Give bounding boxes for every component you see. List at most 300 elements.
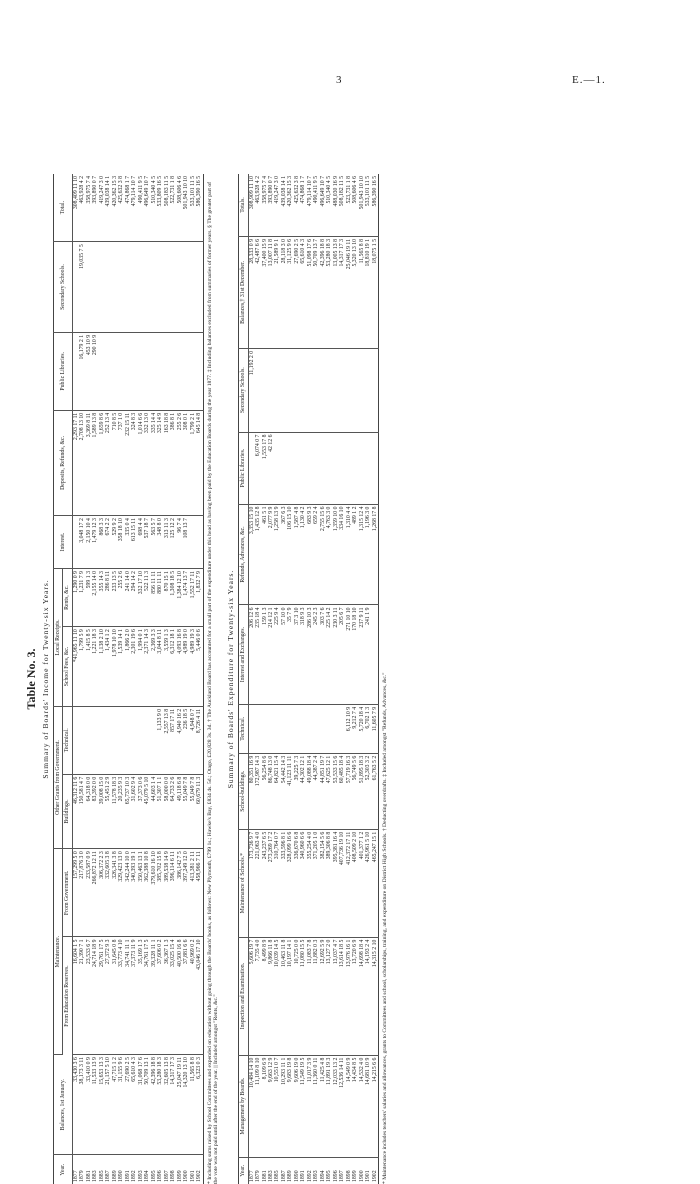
value-cell: 266,872 12 11: [92, 849, 98, 937]
value-cell: 463,928 4 2: [255, 174, 261, 237]
value-cell: 170 18 10: [352, 605, 358, 704]
value-cell: 439,038 14 1: [105, 174, 111, 242]
year-cell: 1890: [118, 1170, 125, 1182]
value-cell: 510,340 4 5: [151, 174, 157, 242]
col-header: Year.: [54, 1155, 73, 1184]
value-cell: 206 12 6: [248, 605, 255, 704]
value-cell: 310,764 0 7: [274, 829, 280, 937]
col-group-header: Maintenance.: [54, 849, 63, 1055]
col-header: Year.: [239, 1157, 248, 1184]
value-cell: 508,606 4 6: [352, 174, 358, 237]
value-cell: 5,720 18 4: [359, 704, 365, 753]
value-cell: 10,484 14 10: [248, 1055, 255, 1157]
value-cell: 710 8 5: [112, 410, 118, 515]
value-cell: 64,821 15 4: [274, 753, 280, 829]
value-cell: 11,565 8 8: [190, 1055, 196, 1155]
value-cell: 245 2 3: [313, 605, 319, 704]
value-cell: 5,446 0 6: [196, 627, 203, 707]
value-cell: 393,890 0 7: [92, 174, 98, 242]
value-cell: 159 1 3: [262, 605, 268, 704]
value-cell: 36,367 1 3: [164, 937, 170, 1055]
value-cell: 420,362 15 3: [287, 174, 293, 237]
value-cell: 11,891 19 3: [326, 1055, 332, 1157]
value-cell: 419,247 3 0: [99, 174, 105, 242]
value-cell: 4,763 3 0: [326, 504, 332, 605]
value-cell: 51,895 18 3: [359, 753, 365, 829]
value-cell: 1,196 3 0: [365, 504, 371, 605]
value-cell: 18,810 19 1: [365, 237, 371, 349]
value-cell: 35,169 1 3: [138, 937, 144, 1055]
value-cell: 13,614 18 5: [339, 937, 345, 1055]
year-cell: 1879: [255, 1170, 262, 1182]
value-cell: 25,046 19 11: [346, 237, 352, 349]
value-cell: [248, 704, 255, 753]
value-cell: 31,645 0 8: [112, 937, 118, 1055]
year-cell: 1902: [196, 1170, 203, 1182]
value-cell: 537 18 7: [144, 516, 150, 569]
value-cell: 46,312 11 6: [72, 774, 79, 848]
value-cell: 408,509 2 10: [352, 829, 358, 937]
value-cell: 56,254 8 6: [262, 753, 268, 829]
value-cell: 1,415 8 5: [86, 627, 92, 707]
value-cell: 13,976 16 1: [346, 937, 352, 1055]
value-cell: 27,690 2 5: [294, 237, 300, 349]
value-cell: 106 15 10: [287, 504, 293, 605]
value-cell: 510,340 4 5: [326, 174, 332, 237]
value-cell: 33,773 4 10: [118, 937, 124, 1055]
value-cell: 10,551 0 7: [274, 1055, 280, 1157]
value-cell: 57,719 16 3: [346, 753, 352, 829]
income-footnotes: * Including sums raised by School Committees and expended on education without going through the Boards' books, as follows: New Plymouth, £799 1s.; Hawke's Bay, £834 4s. 5d.; Otago, £20,828 3s. 3d. † The Auckland Board has accounted for a small part of the expenditure under this head as having been paid by the Education Boards during the year 1877. ‡ Including balances excluded from summaries of former years. § The greater part of the vote was not paid until after the end of the year. || Included amongst "Rents, &c.": [206, 181, 220, 1184]
value-cell: 35 7 9: [287, 605, 293, 704]
value-cell: 12,536 14 11: [339, 1055, 345, 1157]
value-cell: [72, 332, 79, 410]
value-cell: 379,610 16 10: [151, 849, 157, 937]
value-cell: 333,596 8 1: [281, 829, 287, 937]
value-cell: 659 2 4: [313, 504, 319, 605]
year-cell: 1889: [287, 1170, 294, 1182]
value-cell: 1,589 13 8: [92, 410, 98, 515]
value-cell: 318 9 3: [300, 605, 306, 704]
table-row: [196, 174, 203, 1184]
value-cell: 3,044 8 11: [157, 627, 163, 707]
value-cell: 205 6 7: [339, 605, 345, 704]
year-cell: 1885: [98, 1170, 105, 1182]
value-cell: 41,123 11 11: [287, 753, 293, 829]
value-cell: 9,606 19 0: [294, 1055, 300, 1157]
value-cell: 38,173 3 11: [79, 1055, 85, 1155]
value-cell: 11,109 8 10: [255, 1055, 261, 1157]
col-header: Secondary Schools.: [239, 348, 248, 432]
col-header: Interest and Exchanges.: [239, 605, 248, 704]
value-cell: 235 18 4: [255, 605, 261, 704]
value-cell: 233 13 5: [112, 569, 118, 627]
year-cell: 1889: [111, 1170, 118, 1182]
value-cell: 362,388 10 8: [144, 849, 150, 937]
value-cell: 125 12 2: [170, 516, 176, 569]
value-cell: [72, 516, 79, 569]
value-cell: 1,384 12 10: [177, 569, 183, 627]
value-cell: 255 2 6: [118, 569, 124, 627]
value-cell: 488,030 16 9: [333, 174, 339, 237]
value-cell: 55,049 7 8: [190, 774, 196, 848]
value-cell: [72, 242, 79, 333]
value-cell: 21,589 9 1: [274, 237, 280, 349]
value-cell: 10,197 14 1: [287, 937, 293, 1055]
value-cell: 332 17 10: [138, 569, 144, 627]
value-cell: 50,709 13 1: [144, 1055, 150, 1155]
value-cell: 53,533 15 6: [333, 753, 339, 829]
value-cell: 11,083 7 8: [307, 937, 313, 1055]
value-cell: 6,312 18 1: [170, 627, 176, 707]
value-cell: 37,373 11 9: [131, 937, 137, 1055]
value-cell: 1,799 5 9: [79, 627, 85, 707]
value-cell: 237 9 11: [359, 605, 365, 704]
income-table-body: [72, 174, 203, 1184]
value-cell: 27,690 2 5: [125, 1055, 131, 1155]
value-cell: 407,736 19 10: [339, 829, 345, 937]
value-cell: 6,112 10 9: [346, 704, 352, 753]
value-cell: 14,315 2 10: [372, 937, 379, 1055]
value-cell: 6,074 0 7: [255, 432, 261, 504]
value-cell: 1,978 10 10: [112, 627, 118, 707]
value-cell: 355 14 3: [99, 569, 105, 627]
value-cell: 396,114 6 11: [170, 849, 176, 937]
value-cell: 83,392 0 0: [92, 774, 98, 848]
year-cell: 1902: [371, 1170, 378, 1182]
col-header: Totals.: [239, 174, 248, 237]
value-cell: 358 18 10: [118, 516, 124, 569]
value-cell: 33,025 15 4: [170, 937, 176, 1055]
value-cell: 44,603 1 4: [151, 774, 157, 848]
year-cell: 1897: [339, 1170, 346, 1182]
value-cell: 1,587 4 8: [294, 504, 300, 605]
value-cell: 52,303 3 2: [365, 753, 371, 829]
value-cell: 37,373 0 6: [138, 774, 144, 848]
value-cell: 13,720 6 9: [352, 937, 358, 1055]
value-cell: 522,731 1 8: [170, 174, 176, 242]
value-cell: 65,737 10 3: [125, 774, 131, 848]
value-cell: 65,610 4 3: [131, 1055, 137, 1155]
value-cell: 33,410 0 9: [86, 1055, 92, 1155]
value-cell: 1,130 4 2: [300, 504, 306, 605]
value-cell: 4,940 16 2: [177, 706, 183, 774]
value-cell: 1,866 2 0: [125, 627, 131, 707]
value-cell: 393,890 0 7: [268, 174, 274, 237]
value-cell: 461 5 1: [262, 504, 268, 605]
year-cell: 1896: [157, 1170, 164, 1182]
value-cell: 308,409 11 10: [72, 174, 79, 242]
value-cell: 150,581 4 7: [79, 774, 85, 848]
income-table: [53, 174, 204, 1184]
value-cell: 31,125 9 6: [287, 237, 293, 349]
value-cell: 2,369 3 3: [151, 627, 157, 707]
value-cell: 55,049 7 8: [183, 774, 189, 848]
col-header: Total.: [54, 174, 73, 242]
year-cell: 1881: [261, 1170, 268, 1182]
value-cell: 306,372 2 3: [99, 849, 105, 937]
year-cell: 1899: [176, 1170, 183, 1182]
value-cell: 14,320 13 10: [183, 1055, 189, 1155]
value-cell: 21,157 5 10: [105, 1055, 111, 1155]
value-cell: 42,487 6 6: [255, 237, 261, 349]
expenditure-table-title: Summary of Boards' Expenditure for Twenty-six Years.: [226, 569, 236, 789]
value-cell: 880 11 11: [157, 569, 163, 627]
value-cell: 15,653 13 3: [99, 1055, 105, 1155]
col-header: Technical.: [239, 704, 248, 753]
year-cell: 1899: [352, 1170, 359, 1182]
value-cell: 334 16 10: [339, 504, 345, 605]
value-cell: 20,235 9 3: [118, 774, 124, 848]
col-header: Management by Boards.: [239, 1055, 248, 1157]
value-cell: 508,606 4 6: [177, 174, 183, 242]
value-cell: 54,442 14 3: [281, 753, 287, 829]
value-cell: 2,293 17 11: [72, 410, 79, 515]
value-cell: 28,118 3 0: [281, 237, 287, 349]
year-cell: 1892: [306, 1170, 313, 1182]
value-cell: 1,832 7 9: [196, 569, 203, 627]
value-cell: 479,114 10 7: [307, 174, 313, 237]
value-cell: 232 15 11: [125, 410, 131, 515]
value-cell: 2,150 10 4: [86, 516, 92, 569]
year-cell: 1898: [170, 1170, 177, 1182]
value-cell: 613 15 11: [131, 516, 137, 569]
value-cell: 308 0 1: [183, 410, 189, 515]
value-cell: 313 11 3: [164, 516, 170, 569]
value-cell: 221,063 4 0: [255, 829, 261, 937]
value-cell: 426,961 5 10: [365, 829, 371, 937]
value-cell: 12,692 5 9: [320, 937, 326, 1055]
value-cell: 60,679 11 3: [196, 774, 203, 848]
value-cell: 522 11 3: [144, 569, 150, 627]
year-cell: 1900: [183, 1170, 190, 1182]
year-cell: 1891: [124, 1170, 131, 1182]
page-number: 3: [336, 74, 342, 86]
value-cell: 463,928 4 2: [79, 174, 85, 242]
col-group-header: Local Receipts.: [54, 569, 63, 707]
value-cell: 4,093 16 8: [177, 627, 183, 707]
value-cell: 51,307 1 1: [157, 774, 163, 848]
value-cell: 61,763 5 2: [372, 753, 379, 829]
value-cell: 645 14 8: [196, 410, 203, 515]
value-cell: 1,474 13 7: [183, 569, 189, 627]
value-cell: 42 12 6: [268, 432, 274, 504]
value-cell: 683 9 3: [307, 504, 313, 605]
value-cell: 529 9 2: [112, 516, 118, 569]
value-cell: 1,290 0 9: [72, 569, 79, 627]
value-cell: 16,179 2 1: [79, 332, 85, 410]
value-cell: 55,451 2 9: [105, 774, 111, 848]
value-cell: 389,538 14 9: [164, 849, 170, 937]
value-cell: 336,670 6 8: [294, 829, 300, 937]
value-cell: 37,881 6 6: [183, 937, 189, 1055]
value-cell: [372, 348, 379, 432]
col-header: Public Libraries.: [54, 332, 73, 410]
value-cell: 367 6 3: [281, 504, 287, 605]
value-cell: 11,549 19 5: [300, 1055, 306, 1157]
value-cell: 1,231 7 9: [79, 569, 85, 627]
value-cell: 674 2 2: [105, 516, 111, 569]
value-cell: 37 3 10: [294, 605, 300, 704]
value-cell: 39,008 15 0: [99, 774, 105, 848]
value-cell: 241 14 0: [125, 569, 131, 627]
value-cell: 236 18 5: [183, 706, 189, 774]
value-cell: 308,909 11 10: [248, 174, 255, 237]
value-cell: 14,549 0 9: [346, 1055, 352, 1157]
value-cell: 508,183 11 5: [164, 174, 170, 242]
value-cell: 1,799 2 1: [190, 410, 196, 515]
value-cell: 474,868 1 7: [300, 174, 306, 237]
value-cell: 324 8 3: [131, 410, 137, 515]
col-subheader: Rents, &c.: [63, 569, 72, 627]
value-cell: 10,725 0 0: [294, 937, 300, 1055]
value-cell: 533,101 11 5: [365, 174, 371, 237]
value-cell: 6,323 0 3: [196, 1055, 203, 1155]
value-cell: 60,485 18 4: [339, 753, 345, 829]
value-cell: 489 1 2: [352, 504, 358, 605]
value-cell: 496,649 10 7: [144, 174, 150, 242]
value-cell: 40,969 0 2: [190, 937, 196, 1055]
value-cell: 51,098 17 6: [307, 237, 313, 349]
value-cell: 8,109 6 9: [262, 1055, 268, 1157]
value-cell: 358,975 7 4: [262, 174, 268, 237]
value-cell: 14,532 4 0: [359, 1055, 365, 1157]
value-cell: 10,293 11 1: [281, 1055, 287, 1157]
col-header: Interest.: [54, 516, 73, 569]
value-cell: 45,079 5 10: [144, 774, 150, 848]
value-cell: 386 8 1: [170, 410, 176, 515]
value-cell: 25,047 19 11: [177, 1055, 183, 1155]
value-cell: 21,390 7 1: [79, 937, 85, 1055]
value-cell: 533,101 11 5: [190, 174, 196, 242]
value-cell: 80,351 16 9: [248, 753, 255, 829]
value-cell: 698 4 4: [138, 516, 144, 569]
value-cell: 9,866 11 8: [268, 937, 274, 1055]
value-cell: 3,048 17 2: [79, 516, 85, 569]
value-cell: 163 18 8: [164, 410, 170, 515]
year-cell: 1887: [105, 1170, 112, 1182]
value-cell: 49,118 6 8: [177, 774, 183, 848]
year-cell: 1883: [92, 1170, 99, 1182]
table-title: Table No. 3.: [24, 648, 38, 710]
value-cell: 479,114 10 7: [131, 174, 137, 242]
value-cell: 1,308 18 5: [170, 569, 176, 627]
value-cell: 329,423 13 0: [118, 849, 124, 937]
value-cell: 419,247 3 0: [274, 174, 280, 237]
value-cell: 332,605 3 8: [105, 849, 111, 937]
value-cell: 11,578 18 3: [112, 774, 118, 848]
value-cell: 53,280 18 3: [326, 237, 332, 349]
value-cell: *41,965 11 10: [72, 627, 79, 707]
value-cell: 18,075 1 5: [372, 237, 379, 349]
value-cell: 1,014 6 6: [138, 410, 144, 515]
value-cell: 86,748 13 0: [268, 753, 274, 829]
year-cell: 1893: [137, 1170, 144, 1182]
value-cell: 31,155 9 6: [118, 1055, 124, 1155]
value-cell: 4,989 19 0: [183, 627, 189, 707]
value-cell: 40,500 16 8: [177, 937, 183, 1055]
value-cell: 1,552 17 11: [190, 569, 196, 627]
value-cell: 496,649 10 7: [320, 174, 326, 237]
value-cell: 37,400 15 9: [262, 237, 268, 349]
year-cell: 1894: [144, 1170, 151, 1182]
value-cell: 458,966 7 11: [196, 849, 203, 937]
value-cell: 439,038 14 1: [281, 174, 287, 237]
value-cell: 241 1 9: [365, 605, 371, 704]
value-cell: 44,387 2 4: [313, 753, 319, 829]
value-cell: 1,994 0 1: [138, 627, 144, 707]
value-cell: 1,659 8 6: [99, 410, 105, 515]
value-cell: 868 3 3: [99, 516, 105, 569]
value-cell: 382,154 5 6: [320, 829, 326, 937]
value-cell: 1,539 14 1: [118, 627, 124, 707]
col-subheader: School Fees, &c.: [63, 627, 72, 707]
col-header: Balances, 1st January.: [54, 1055, 73, 1155]
rotated-page-content: [24, 174, 684, 1184]
value-cell: 108 13 7: [183, 516, 189, 569]
value-cell: 2,557 13 8: [164, 706, 170, 774]
value-cell: 14,434 8 5: [352, 1055, 358, 1157]
value-cell: 14,193 2 4: [365, 937, 371, 1055]
value-cell: 386,142 7 5: [177, 849, 183, 937]
value-cell: 1,315 12 4: [359, 504, 365, 605]
value-cell: 27,372 9 3: [105, 937, 111, 1055]
value-cell: [196, 516, 203, 569]
value-cell: 395,381 16 4: [333, 829, 339, 937]
value-cell: [372, 432, 379, 504]
value-cell: 8,726 4 11: [196, 706, 203, 774]
value-cell: 6,702 1 3: [365, 704, 371, 753]
value-cell: 47,625 12 1: [326, 753, 332, 829]
value-cell: 217,876 3 0: [79, 849, 85, 937]
value-cell: 857 17 11: [170, 706, 176, 774]
value-cell: [72, 706, 79, 774]
value-cell: 303 7 6: [320, 605, 326, 704]
value-cell: 9,683 19 8: [287, 1055, 293, 1157]
value-cell: 96 7 4: [177, 516, 183, 569]
value-cell: 3,369 8 11: [86, 410, 92, 515]
value-cell: 47,715 1 2: [112, 1055, 118, 1155]
col-subheader: Technical.: [63, 706, 72, 774]
year-cell: 1890: [293, 1170, 300, 1182]
value-cell: 533,809 16 5: [157, 174, 163, 242]
year-cell: 1896: [332, 1170, 339, 1182]
value-cell: 385,702 15 8: [157, 849, 163, 937]
value-cell: 328,099 16 6: [287, 829, 293, 937]
value-cell: 13,127 2 0: [326, 937, 332, 1055]
value-cell: 11,425 4 8: [320, 1055, 326, 1157]
value-cell: 340,960 6 6: [300, 829, 306, 937]
value-cell: 474,868 1 7: [125, 174, 131, 242]
expenditure-header-row: [239, 174, 248, 1184]
value-cell: 4,948 0 7: [190, 706, 196, 774]
value-cell: 58,000 0 0: [164, 774, 170, 848]
value-cell: 49,088 18 4: [307, 753, 313, 829]
value-cell: 53,280 18 3: [157, 1055, 163, 1155]
value-cell: 599 1 3: [86, 569, 92, 627]
expenditure-table-body: [248, 174, 379, 1184]
value-cell: 340,393 19 1: [131, 849, 137, 937]
year-cell: 1892: [131, 1170, 138, 1182]
value-cell: 401,377 1 2: [359, 829, 365, 937]
value-cell: 371,205 1 0: [313, 829, 319, 937]
value-cell: 34,761 17 5: [144, 937, 150, 1055]
value-cell: [196, 242, 203, 333]
value-cell: 358,975 7 4: [86, 174, 92, 242]
expenditure-table: [238, 174, 379, 1184]
value-cell: 252 13 4: [105, 410, 111, 515]
value-cell: 4,989 19 3: [190, 627, 196, 707]
